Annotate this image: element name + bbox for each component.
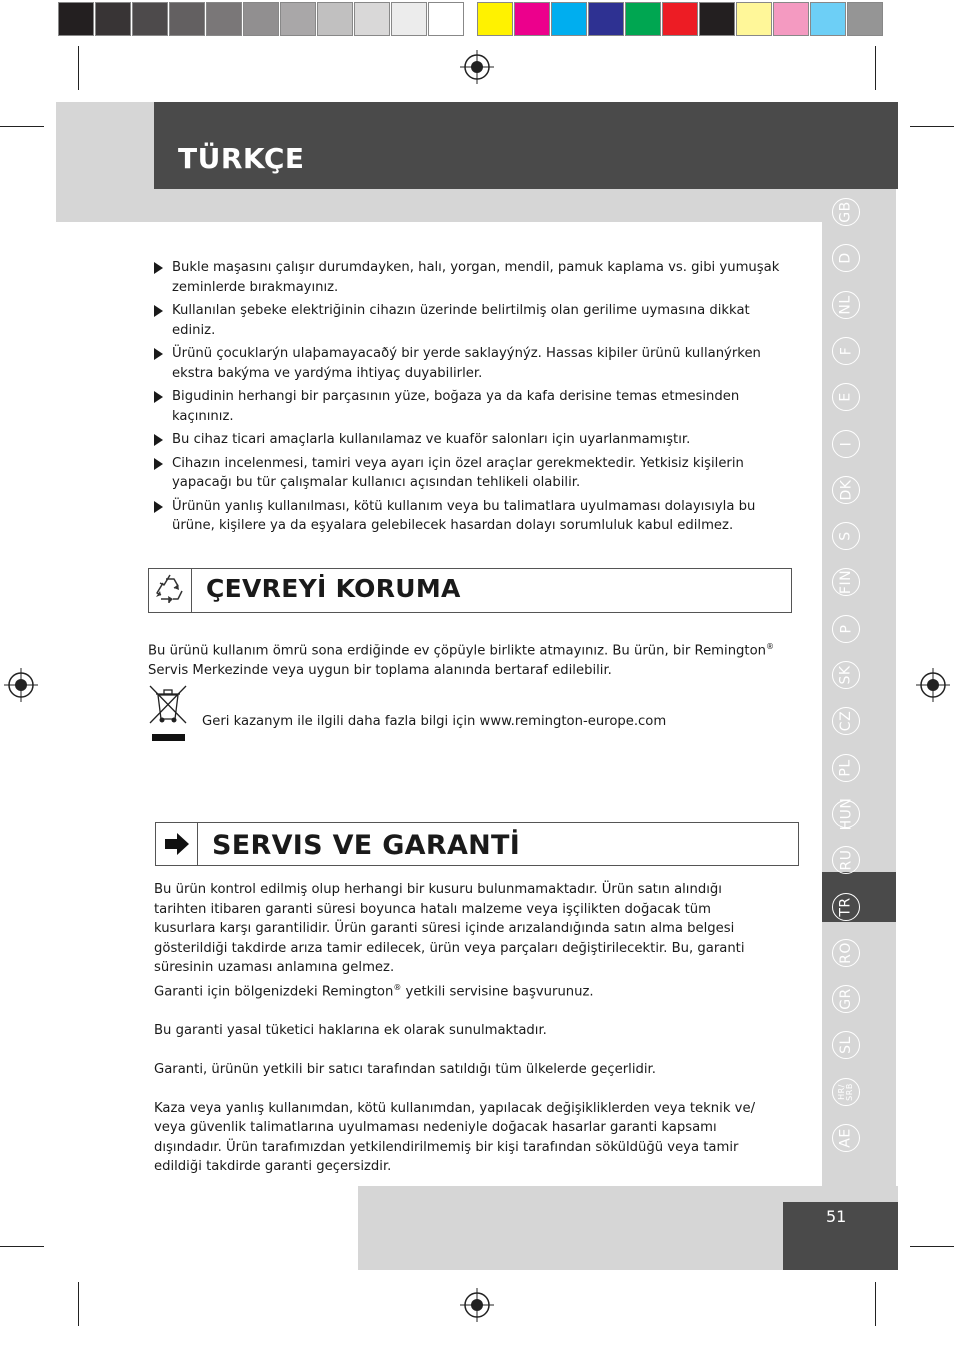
crop-mark [0,126,44,127]
language-tab-label: CZ [838,711,854,732]
gray-swatch [132,2,168,36]
language-tab-label: HR/ SRB [837,1082,854,1101]
crop-mark [0,1246,44,1247]
environment-paragraph [148,637,798,680]
language-tab-label: PL [838,758,854,777]
language-tab-label: D [838,252,854,264]
gray-swatch [391,2,427,36]
language-tab-pl[interactable] [832,754,860,782]
color-swatch [699,2,735,36]
color-swatch [736,2,772,36]
color-swatch [847,2,883,36]
language-tab-label: HUN [838,797,854,831]
language-tab-label: SL [838,1036,854,1055]
language-tab-label: RO [838,941,854,964]
warranty-paragraph: Bu garanti yasal tüketici haklarına ek olarak sunulmaktadır. [154,1022,547,1038]
color-swatch [810,2,846,36]
safety-bullet: Kullanılan şebeke elektriğinin cihazın üzerinde belirtilmiş olan gerilime uymasına dikkat ediniz. [152,301,792,340]
warranty-section-title: SERVIS VE GARANTİ [212,830,521,861]
safety-bullet: Bukle maşasını çalışır durumdayken, halı, yorgan, mendil, pamuk kaplama vs. gibi yumuşak zeminlerde bırakmayınız. [152,258,792,297]
language-tab-gb[interactable] [832,198,860,226]
language-tab-nl[interactable] [832,291,860,319]
language-tab-label: SK [837,665,854,685]
language-tab-e[interactable] [832,383,860,411]
language-tab-label: GB [837,201,854,223]
language-tab-label: TR [838,896,854,917]
crop-mark [875,1282,876,1326]
language-tab-f[interactable] [832,337,860,365]
safety-bullet: Ürünü çocuklarýn ulaþamayacaðý bir yerde saklayýnýz. Hassas kiþiler ürünü kullanýrken ekstra bakýma ve yardýma ihtiyaç duyabilirler. [152,344,792,383]
language-tab-label: AE [838,1128,854,1148]
safety-bullet: Bigudinin herhangi bir parçasının yüze, boğaza ya da kafa derisine temas etmesinden kaçınınız. [152,387,792,426]
arrow-right-icon [163,831,191,857]
gray-swatch [280,2,316,36]
color-swatch [514,2,550,36]
language-tab-label: P [837,624,854,634]
color-swatch [625,2,661,36]
language-tab-label: E [837,392,854,402]
safety-instructions-list [152,258,792,540]
language-tab-label: GR [837,988,854,1010]
gray-swatch [169,2,205,36]
language-tab-ae[interactable] [832,1124,860,1152]
gray-swatch [95,2,131,36]
warranty-service-text: Garanti için bölgenizdeki Remington [154,983,394,999]
gray-swatch [428,2,464,36]
language-tab-label: DK [838,479,854,501]
warranty-paragraph: Garanti, ürünün yetkili bir satıcı tarafından satıldığı tüm ülkelerde geçerlidir. [154,1061,656,1077]
crop-mark [78,1282,79,1326]
color-swatch [551,2,587,36]
registration-mark-icon [460,1288,494,1322]
gray-swatch [354,2,390,36]
language-tab-tr[interactable] [832,893,860,921]
warranty-service-text-end: yetkili servisine başvurunuz. [401,983,594,999]
language-tab-label: RU [837,849,854,871]
language-tab-label: S [837,531,854,541]
gray-swatch [206,2,242,36]
language-tab-sk[interactable] [832,661,860,689]
color-swatch [773,2,809,36]
warranty-paragraph: Bu ürün kontrol edilmiş olup herhangi bir kusuru bulunmamaktadır. Ürün satın alındığı tarihten itibaren garanti süresi boyunca hatalı malzeme veya işçilikten doğacak tüm kusurlara karşı garantilidir. Ürün garanti süresi içinde arızalandığında satın alma belgesi gösterildiği takdirde arıza tamir edilecek, ürün veya parçaları değiştirilecektir. Bu, garanti süresinin uzaması anlamına gelmez. [154,882,745,975]
language-tab-label: FIN [838,570,854,595]
environment-section-title: ÇEVREYİ KORUMA [206,574,461,603]
crop-mark [875,46,876,90]
language-tab-i[interactable] [832,430,860,458]
registration-mark-icon [460,50,494,84]
language-tab-s[interactable] [832,522,860,550]
color-calibration-bar [58,2,884,38]
crop-mark [78,46,79,90]
color-swatch [588,2,624,36]
language-tab-label: I [837,441,854,446]
active-language-highlight [822,872,896,922]
crossed-bin-icon [146,683,190,743]
language-tab-hun[interactable] [832,797,860,831]
language-tab-p[interactable] [832,615,860,643]
language-tab-ru[interactable] [832,846,860,874]
crop-mark [910,1246,954,1247]
safety-bullet: Cihazın incelenmesi, tamiri veya ayarı için özel araçlar gerekmektedir. Yetkisiz kişilerin yapacağı bu tür çalışmalar kullanıcı açısından tehlikeli olabilir. [152,454,792,493]
environment-text-2: Servis Merkezinde veya uygun bir toplama alanında bertaraf edilebilir. [148,662,612,678]
safety-bullet: Ürünün yanlış kullanılması, kötü kullanım veya bu talimatlara uyulmaması dolayısıyla bu ürüne, kişilere ya da eşyalara gelebilecek hasardan dolayı sorumluluk kabul edilmez. [152,497,792,536]
gray-swatch [243,2,279,36]
gray-swatch [317,2,353,36]
language-tab-ro[interactable] [832,939,860,967]
gray-swatch [58,2,94,36]
registered-mark: ® [393,982,402,992]
language-tab-hr-srb[interactable] [832,1078,860,1106]
language-tab-gr[interactable] [832,985,860,1013]
language-tab-dk[interactable] [832,476,860,504]
crop-mark [910,126,954,127]
safety-bullet: Bu cihaz ticari amaçlarla kullanılamaz ve kuaför salonları için uyarlanmamıştır. [152,430,792,450]
registration-mark-icon [4,668,38,702]
warranty-text [154,880,764,1177]
warranty-paragraph: Kaza veya yanlış kullanımdan, kötü kullanımdan, yapılacak değişikliklerden veya teknik ve/ veya güvenlik talimatlarına uyulmaması nedeniyle doğacak hasarlar garanti kapsamı dışındadır. Ürün tarafımızdan yetkilendirilmemiş bir kişi tarafından söküldüğü veya tamir edildiği takdirde garanti geçersizdir. [154,1100,756,1175]
color-swatch [662,2,698,36]
page-number: 51 [826,1207,847,1226]
environment-text-1: Bu ürünü kullanım ömrü sona erdiğinde ev çöpüyle birlikte atmayınız. Bu ürün, bir Remington [148,643,767,659]
recycling-info: Geri kazanym ile ilgili daha fazla bilgi için www.remington-europe.com [202,714,667,729]
registration-mark-icon [916,668,950,702]
color-swatch [477,2,513,36]
language-tab-label: F [838,346,854,356]
registered-mark: ® [766,642,775,651]
recycle-icon [151,571,189,609]
language-tab-label: NL [838,294,854,315]
page-title: TÜRKÇE [178,142,305,175]
